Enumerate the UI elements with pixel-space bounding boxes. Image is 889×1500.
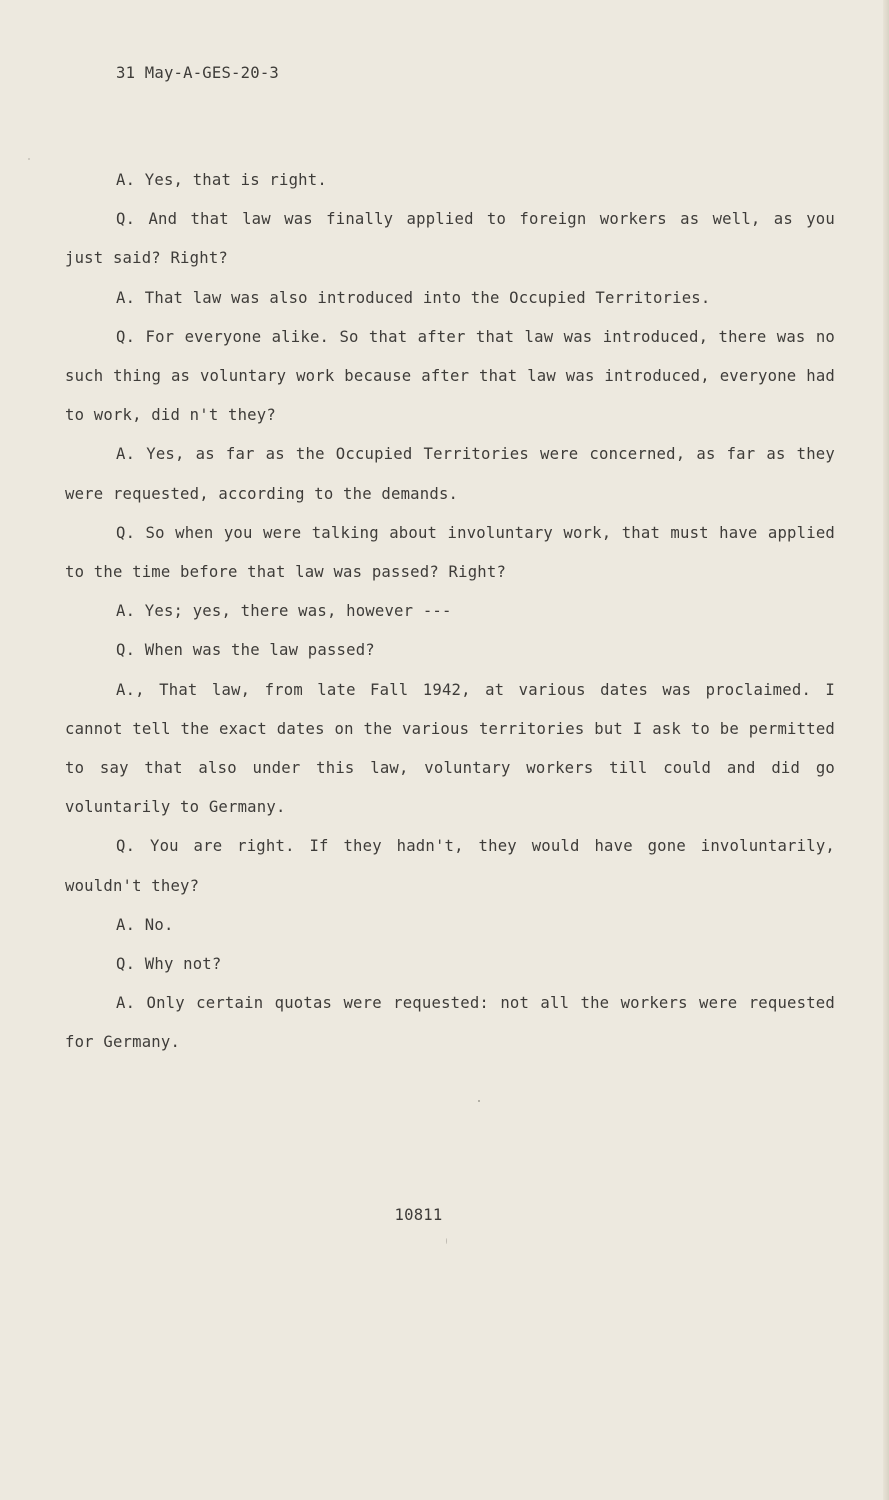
document-header: 31 May-A-GES-20-3 <box>116 64 279 82</box>
transcript-paragraph: A. Yes; yes, there was, however --- <box>116 602 452 621</box>
transcript-paragraph: Q. You are right. If they hadn't, they would have gone involuntarily, wouldn't they? <box>65 837 835 895</box>
paper-speck <box>28 158 30 160</box>
paper-speck <box>478 1100 480 1102</box>
transcript-paragraph: A. Yes, as far as the Occupied Territories were concerned, as far as they were requested, according to the demands. <box>65 445 835 503</box>
transcript-paragraph: Q. And that law was finally applied to foreign workers as well, as you just said? Right? <box>65 210 835 268</box>
paper-speck <box>446 1238 447 1244</box>
transcript-paragraph: A. Yes, that is right. <box>116 171 327 189</box>
transcript-paragraph: Q. When was the law passed? <box>116 641 375 660</box>
transcript-paragraph: A. That law was also introduced into the Occupied Territories. <box>116 288 711 307</box>
page-edge <box>883 0 889 1500</box>
transcript-body <box>65 161 835 1063</box>
page-number-text: 10811 <box>394 1206 443 1224</box>
transcript-paragraph: Q. Why not? <box>116 955 222 974</box>
transcript-paragraph: A., That law, from late Fall 1942, at various dates was proclaimed. I cannot tell the exact dates on the various territories but I ask to be permitted to say that also under this law, voluntary workers till could and did go voluntarily to Germany. <box>65 680 835 817</box>
page-number <box>0 1206 889 1224</box>
transcript-paragraph: Q. For everyone alike. So that after that law was introduced, there was no such thing as voluntary work because after that law was introduced, everyone had to work, did n't they? <box>65 327 835 425</box>
transcript-paragraph: A. No. <box>116 915 174 934</box>
transcript-paragraph: A. Only certain quotas were requested: not all the workers were requested for Germany. <box>65 994 835 1052</box>
transcript-paragraph: Q. So when you were talking about involuntary work, that must have applied to the time before that law was passed? Right? <box>65 523 835 582</box>
